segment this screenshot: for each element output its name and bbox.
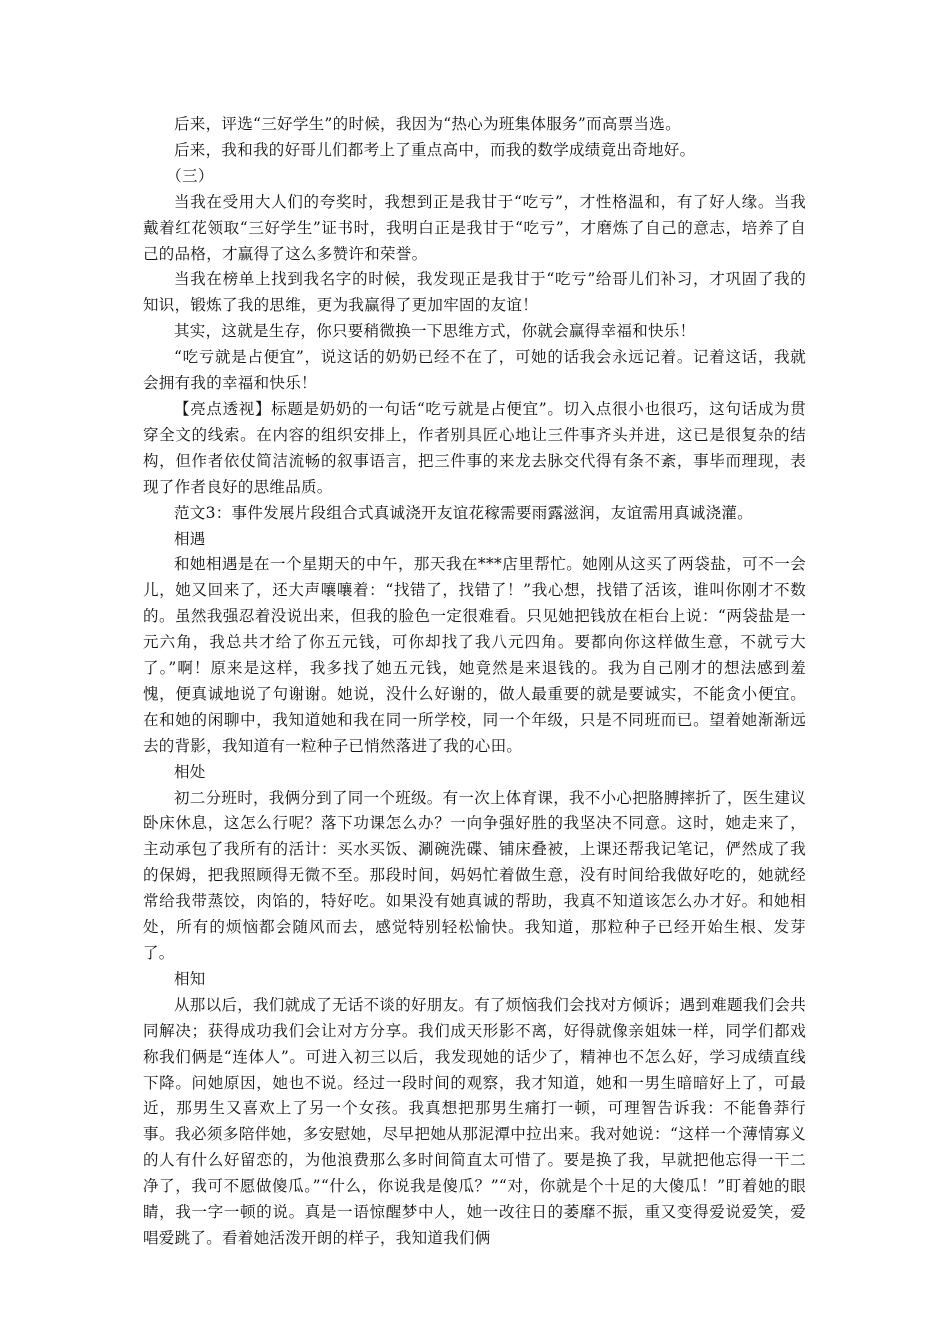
paragraph-getting-along: 初二分班时，我俩分到了同一个班级。有一次上体育课，我不小心把胳膊摔折了，医生建议卧床休息，这怎么行呢？落下功课怎么办？一向争强好胜的我坚决不同意。这时，她走来了，主动承包了我所有的活计：买水买饭、涮碗洗碟、铺床叠被，上课还帮我记笔记，俨然成了我的保姆，把我照顾得无微不至。那段时间，妈妈忙着做生意，没有时间给我做好吃的，她就经常给我带蒸饺，肉馅的，特好吃。如果没有她真诚的帮助，我真不知道该怎么办才好。和她相处，所有的烦恼都会随风而去，感觉特别轻松愉快。我知道，那粒种子已经开始生根、发芽了。 [143, 788, 807, 962]
paragraph-understanding: 从那以后，我们就成了无话不谈的好朋友。有了烦恼我们会找对方倾诉；遇到难题我们会共同解决；获得成功我们会让对方分享。我们成天形影不离，好得就像亲姐妹一样，同学们都戏称我们俩是“连体人”。可进入初三以后，我发现她的话少了，精神也不怎么好，学习成绩直线下降。问她原因，她也不说。经过一段时间的观察，我才知道，她和一男生暗暗好上了，可最近，那男生又喜欢上了另一个女孩。我真想把那男生痛打一顿，可理智告诉我：不能鲁莽行事。我必须多陪伴她，多安慰她，尽早把她从那泥潭中拉出来。我对她说：“这样一个薄情寡义的人有什么好留恋的，为他浪费那么多时间简直太可惜了。要是换了我，早就把他忘得一干二净了，我可不愿做傻瓜。”“什么，你说我是傻瓜？”“对，你就是个十足的大傻瓜！”盯着她的眼睛，我一字一顿的说。真是一语惊醒梦中人，她一改往日的萎靡不振，重又变得爱说爱笑，爱唱爱跳了。看着她活泼开朗的样子，我知道我们俩 [143, 995, 807, 1247]
paragraph-election: 后来，评选“三好学生”的时候，我因为“热心为班集体服务”而高票当选。 [174, 115, 681, 133]
paragraph-ranking: 当我在榜单上找到我名字的时候，我发现正是我甘于“吃亏”给哥儿们补习，才巩固了我的知识，锻炼了我的思维，更为我赢得了更加牢固的友谊！ [143, 270, 806, 315]
subheading-getting-along: 相处 [174, 762, 206, 781]
paragraph-meeting: 和她相遇是在一个星期天的中午，那天我在***店里帮忙。她刚从这买了两袋盐，可不一会儿，她又回来了，还大声嚷嚷着：“找错了，找错了！”我心想，找错了活该，谁叫你刚才不数的。虽然我强忍着没说出来，但我的脸色一定很难看。只见她把钱放在柜台上说：“两袋盐是一元六角，我总共才给了你五元钱，可你却找了我八元四角。要都向你这样做生意，不就亏大了。”啊！原来是这样，我多找了她五元钱，她竟然是来退钱的。我为自己刚才的想法感到羞愧，便真诚地说了句谢谢。她说，没什么好谢的，做人最重要的就是要诚实，不能贪小便宜。在和她的闲聊中，我知道她和我在同一所学校，同一个年级，只是不同班而已。望着她渐渐远去的背影，我知道有一粒种子已悄然落进了我的心田。 [143, 555, 806, 755]
paragraph-highlight-commentary: 【亮点透视】标题是奶奶的一句话“吃亏就是占便宜”。切入点很小也很巧，这句话成为贯穿全文的线索。在内容的组织安排上，作者别具匠心地让三件事齐头并进，这已是很复杂的结构，但作者依仗简洁流畅的叙事语言，把三件事的来龙去脉交代得有条不紊，事毕而理现，表现了作者良好的思维品质。 [143, 399, 806, 496]
subheading-understanding: 相知 [174, 969, 206, 988]
subheading-meeting: 相遇 [174, 529, 206, 548]
paragraph-survival: 其实，这就是生存，你只要稍微换一下思维方式，你就会赢得幸福和快乐！ [174, 322, 696, 341]
section-heading-three: （三） [166, 166, 214, 185]
paragraph-example-three-title: 范文3：事件发展片段组合式真诚浇开友谊花稼需要雨露滋润，友谊需用真诚浇灌。 [174, 503, 753, 522]
paragraph-grandma-saying: “吃亏就是占便宜”，说这话的奶奶已经不在了，可她的话我会永远记着。记着这话，我就会拥有我的幸福和快乐！ [143, 348, 806, 393]
paragraph-praise: 当我在受用大人们的夸奖时，我想到正是我甘于“吃亏”，才性格温和，有了好人缘。当我戴着红花领取“三好学生”证书时，我明白正是我甘于“吃亏”，才磨炼了自己的意志，培养了自己的品格，才赢得了这么多赞许和荣誉。 [143, 192, 806, 263]
document-page [143, 112, 806, 1252]
paragraph-high-school: 后来，我和我的好哥儿们都考上了重点高中，而我的数学成绩竟出奇地好。 [174, 140, 696, 159]
